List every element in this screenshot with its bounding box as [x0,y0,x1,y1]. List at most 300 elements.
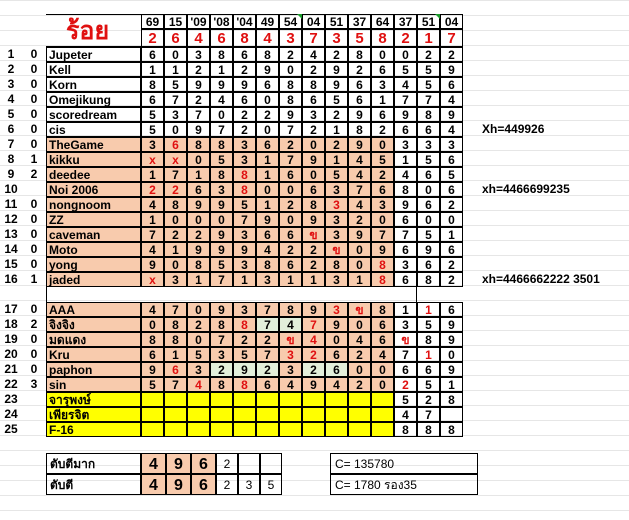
row-cell[interactable]: 5 [233,347,256,362]
row-cell[interactable]: 2 [164,227,187,242]
row-cell[interactable]: 1 [256,152,279,167]
row-cell[interactable] [440,407,463,422]
row-cell[interactable]: 8 [233,167,256,182]
row-cell[interactable]: 2 [371,167,394,182]
row-cell[interactable]: 4 [210,92,233,107]
row-cell[interactable]: 9 [210,197,233,212]
row-cell[interactable]: 7 [348,182,371,197]
row-cell[interactable]: 0 [348,257,371,272]
row-cell[interactable]: 3 [164,272,187,287]
row-cell[interactable]: 0 [210,212,233,227]
row-cell[interactable]: 4 [394,167,417,182]
row-cell[interactable]: 9 [325,317,348,332]
row-cell[interactable]: 5 [371,152,394,167]
row-cell[interactable]: 2 [348,212,371,227]
row-cell[interactable]: 7 [164,167,187,182]
row-cell[interactable]: 8 [417,332,440,347]
row-cell[interactable]: 3 [325,182,348,197]
row-cell[interactable]: 8 [440,392,463,407]
row-cell[interactable]: ข [325,242,348,257]
row-cell[interactable]: 0 [302,167,325,182]
row-cell[interactable]: 9 [440,332,463,347]
row-name[interactable]: nongnoom [46,197,141,212]
row-cell[interactable]: 1 [371,92,394,107]
row-name[interactable]: deedee [46,167,141,182]
row-cell[interactable]: 4 [394,77,417,92]
row-cell[interactable]: 5 [233,197,256,212]
row-cell[interactable]: 2 [348,62,371,77]
row-cell[interactable]: 6 [187,182,210,197]
row-cell[interactable]: 1 [348,272,371,287]
row-cell[interactable]: 9 [302,152,325,167]
row-cell[interactable] [210,407,233,422]
row-cell[interactable]: 0 [256,182,279,197]
row-name[interactable]: จิงจิง [46,317,141,332]
row-cell[interactable]: 5 [417,77,440,92]
row-cell[interactable]: 1 [164,242,187,257]
row-name[interactable]: sin [46,377,141,392]
row-cell[interactable]: 8 [279,302,302,317]
row-cell[interactable]: 9 [440,362,463,377]
row-cell[interactable]: 0 [440,347,463,362]
row-cell[interactable]: 7 [164,92,187,107]
row-cell[interactable]: 5 [440,167,463,182]
row-cell[interactable]: 8 [348,122,371,137]
row-cell[interactable]: 1 [233,272,256,287]
row-cell[interactable]: 3 [141,137,164,152]
row-cell[interactable]: 8 [164,197,187,212]
row-cell[interactable]: 3 [279,362,302,377]
row-cell[interactable]: 5 [164,77,187,92]
row-cell[interactable]: 3 [394,257,417,272]
row-cell[interactable] [279,392,302,407]
row-name[interactable]: scoredream [46,107,141,122]
row-cell[interactable] [348,407,371,422]
row-cell[interactable]: 4 [302,332,325,347]
row-cell[interactable]: 2 [440,197,463,212]
row-cell[interactable]: ข [394,332,417,347]
row-cell[interactable]: 5 [417,62,440,77]
row-cell[interactable]: 9 [325,62,348,77]
row-cell[interactable]: 6 [256,77,279,92]
row-cell[interactable]: 3 [394,137,417,152]
row-cell[interactable]: 8 [187,257,210,272]
row-cell[interactable]: 5 [141,107,164,122]
row-cell[interactable]: 0 [325,332,348,347]
row-cell[interactable]: 9 [417,242,440,257]
row-cell[interactable]: 4 [348,197,371,212]
row-cell[interactable]: 5 [141,122,164,137]
row-cell[interactable]: 4 [348,152,371,167]
row-cell[interactable]: 0 [417,182,440,197]
row-cell[interactable]: 3 [325,302,348,317]
row-cell[interactable]: 2 [302,62,325,77]
row-cell[interactable]: 8 [302,77,325,92]
row-cell[interactable] [187,407,210,422]
row-cell[interactable] [141,422,164,437]
row-cell[interactable]: 4 [141,197,164,212]
row-cell[interactable] [164,407,187,422]
row-cell[interactable]: 6 [371,182,394,197]
row-cell[interactable]: 2 [279,197,302,212]
row-cell[interactable]: 6 [141,347,164,362]
row-cell[interactable]: 9 [210,227,233,242]
row-name[interactable]: Omejikung [46,92,141,107]
row-cell[interactable]: 9 [348,227,371,242]
row-cell[interactable]: 0 [187,152,210,167]
row-cell[interactable]: 0 [187,332,210,347]
row-cell[interactable]: 5 [210,152,233,167]
row-cell[interactable]: 9 [440,62,463,77]
row-name[interactable]: paphon [46,362,141,377]
row-cell[interactable]: 3 [325,272,348,287]
row-cell[interactable]: 9 [394,197,417,212]
row-cell[interactable]: 6 [371,317,394,332]
row-cell[interactable]: 9 [233,77,256,92]
row-cell[interactable]: 6 [348,92,371,107]
row-cell[interactable] [141,392,164,407]
row-cell[interactable]: 7 [141,227,164,242]
row-cell[interactable]: 6 [417,197,440,212]
row-cell[interactable]: 6 [141,92,164,107]
row-cell[interactable]: 9 [302,212,325,227]
row-cell[interactable]: 9 [325,77,348,92]
row-cell[interactable]: 8 [141,332,164,347]
row-cell[interactable]: 4 [302,47,325,62]
row-name[interactable]: AAA [46,302,141,317]
row-cell[interactable] [210,422,233,437]
row-cell[interactable]: 1 [256,197,279,212]
row-cell[interactable]: 5 [417,317,440,332]
row-cell[interactable]: 4 [141,302,164,317]
row-cell[interactable]: 8 [417,422,440,437]
row-cell[interactable]: 2 [187,62,210,77]
row-cell[interactable] [233,392,256,407]
row-cell[interactable] [371,407,394,422]
row-name[interactable]: Jupeter [46,47,141,62]
row-cell[interactable]: 1 [141,167,164,182]
row-cell[interactable]: 0 [256,122,279,137]
row-cell[interactable]: 7 [187,107,210,122]
row-cell[interactable]: 8 [210,137,233,152]
row-cell[interactable]: 6 [256,227,279,242]
row-cell[interactable]: 8 [164,332,187,347]
row-cell[interactable] [233,422,256,437]
row-cell[interactable]: 2 [440,47,463,62]
row-cell[interactable] [325,407,348,422]
row-cell[interactable]: 7 [417,407,440,422]
row-cell[interactable]: 6 [164,362,187,377]
row-cell[interactable]: 6 [233,92,256,107]
row-cell[interactable]: 9 [233,242,256,257]
row-cell[interactable]: 7 [417,92,440,107]
row-cell[interactable]: 8 [279,92,302,107]
row-cell[interactable]: 2 [440,257,463,272]
row-cell[interactable]: 9 [210,77,233,92]
row-cell[interactable]: 6 [394,122,417,137]
row-cell[interactable]: 8 [279,77,302,92]
row-cell[interactable]: 7 [233,212,256,227]
row-cell[interactable]: 0 [279,182,302,197]
row-cell[interactable]: 8 [371,272,394,287]
row-cell[interactable]: 9 [371,242,394,257]
row-cell[interactable]: 2 [210,362,233,377]
row-cell[interactable]: 6 [394,272,417,287]
row-cell[interactable]: 2 [325,137,348,152]
row-cell[interactable]: 6 [440,77,463,92]
row-cell[interactable]: 5 [417,152,440,167]
row-cell[interactable]: 4 [279,317,302,332]
row-cell[interactable]: 2 [279,242,302,257]
row-name[interactable]: cis [46,122,141,137]
row-cell[interactable]: 2 [279,47,302,62]
row-cell[interactable] [348,422,371,437]
row-cell[interactable]: 9 [279,107,302,122]
row-cell[interactable]: 5 [394,392,417,407]
row-cell[interactable]: 0 [371,47,394,62]
row-cell[interactable]: 6 [394,212,417,227]
row-cell[interactable]: 4 [187,377,210,392]
row-cell[interactable]: 1 [141,62,164,77]
row-cell[interactable]: 7 [256,302,279,317]
row-cell[interactable]: 6 [371,62,394,77]
row-cell[interactable]: 8 [210,47,233,62]
row-cell[interactable]: 2 [325,107,348,122]
row-cell[interactable]: 0 [417,212,440,227]
row-cell[interactable]: 3 [233,227,256,242]
row-cell[interactable]: 2 [302,362,325,377]
row-cell[interactable]: 1 [440,227,463,242]
row-cell[interactable] [164,422,187,437]
row-cell[interactable]: 2 [325,47,348,62]
row-cell[interactable]: 3 [164,107,187,122]
row-name[interactable]: มดแดง [46,332,141,347]
row-cell[interactable]: 6 [256,137,279,152]
row-cell[interactable]: 7 [164,377,187,392]
row-cell[interactable]: 0 [440,212,463,227]
row-cell[interactable]: 1 [440,377,463,392]
row-cell[interactable]: 2 [348,377,371,392]
row-cell[interactable]: 2 [417,392,440,407]
row-cell[interactable]: 6 [256,377,279,392]
row-cell[interactable]: 2 [256,362,279,377]
row-cell[interactable]: 3 [417,137,440,152]
row-cell[interactable] [302,407,325,422]
row-name[interactable]: kikku [46,152,141,167]
row-cell[interactable]: 9 [210,242,233,257]
row-cell[interactable]: 4 [371,347,394,362]
row-cell[interactable]: 9 [187,77,210,92]
row-cell[interactable]: 9 [440,317,463,332]
row-cell[interactable]: 5 [417,227,440,242]
row-cell[interactable]: 8 [348,47,371,62]
row-cell[interactable]: 8 [394,422,417,437]
row-cell[interactable]: 0 [371,377,394,392]
row-cell[interactable]: 7 [394,347,417,362]
row-cell[interactable]: 6 [302,92,325,107]
row-cell[interactable]: 7 [302,317,325,332]
row-cell[interactable]: 5 [394,62,417,77]
row-cell[interactable]: 4 [325,377,348,392]
row-cell[interactable]: 0 [279,212,302,227]
row-cell[interactable]: 0 [164,212,187,227]
row-cell[interactable]: 5 [187,347,210,362]
row-cell[interactable]: 1 [302,272,325,287]
row-cell[interactable]: 0 [256,92,279,107]
row-cell[interactable]: 8 [302,197,325,212]
row-cell[interactable]: 2 [417,47,440,62]
row-cell[interactable]: 8 [325,257,348,272]
row-cell[interactable]: 2 [279,137,302,152]
row-cell[interactable]: 2 [302,242,325,257]
row-cell[interactable]: 2 [233,107,256,122]
row-cell[interactable]: 9 [256,212,279,227]
row-cell[interactable]: 9 [394,107,417,122]
row-cell[interactable]: 2 [394,377,417,392]
row-cell[interactable]: 6 [440,302,463,317]
row-cell[interactable]: 2 [164,182,187,197]
row-cell[interactable]: 3 [233,152,256,167]
row-name[interactable]: ZZ [46,212,141,227]
row-cell[interactable]: 8 [417,272,440,287]
row-name[interactable]: จารุพงษ์ [46,392,141,407]
row-name[interactable]: Kru [46,347,141,362]
row-cell[interactable]: 6 [141,47,164,62]
row-cell[interactable]: 9 [302,302,325,317]
row-cell[interactable]: 6 [417,167,440,182]
row-cell[interactable]: 2 [302,257,325,272]
row-cell[interactable]: 0 [187,302,210,317]
row-name[interactable]: Moto [46,242,141,257]
row-cell[interactable]: 4 [141,242,164,257]
row-cell[interactable]: 8 [233,317,256,332]
row-cell[interactable] [187,422,210,437]
row-cell[interactable]: 7 [279,152,302,167]
row-cell[interactable]: 3 [233,137,256,152]
row-cell[interactable]: 7 [164,302,187,317]
row-cell[interactable]: 2 [256,332,279,347]
row-cell[interactable]: 0 [187,212,210,227]
row-cell[interactable]: 1 [325,122,348,137]
row-cell[interactable]: 1 [394,302,417,317]
row-cell[interactable]: 2 [302,122,325,137]
row-cell[interactable]: 9 [187,122,210,137]
row-cell[interactable]: 9 [141,257,164,272]
row-cell[interactable]: 0 [164,122,187,137]
row-cell[interactable]: 2 [187,227,210,242]
row-cell[interactable] [302,392,325,407]
row-cell[interactable] [256,422,279,437]
row-cell[interactable]: 0 [348,362,371,377]
row-cell[interactable]: 1 [417,347,440,362]
row-cell[interactable] [164,392,187,407]
row-cell[interactable] [141,407,164,422]
row-cell[interactable]: 1 [187,272,210,287]
row-cell[interactable]: x [141,272,164,287]
row-cell[interactable]: 0 [348,317,371,332]
row-cell[interactable]: 6 [348,77,371,92]
row-cell[interactable]: 3 [371,197,394,212]
row-cell[interactable]: 5 [325,92,348,107]
row-cell[interactable]: ข [302,227,325,242]
row-cell[interactable]: 8 [187,137,210,152]
row-cell[interactable]: 6 [394,242,417,257]
row-cell[interactable]: 9 [348,107,371,122]
row-cell[interactable] [256,392,279,407]
row-cell[interactable]: 0 [164,257,187,272]
row-name[interactable]: caveman [46,227,141,242]
row-cell[interactable]: 3 [325,197,348,212]
row-cell[interactable]: 8 [394,182,417,197]
row-cell[interactable]: 3 [279,347,302,362]
row-cell[interactable] [279,422,302,437]
row-cell[interactable]: 6 [371,107,394,122]
row-cell[interactable]: 3 [325,212,348,227]
row-cell[interactable] [210,392,233,407]
row-cell[interactable]: 4 [440,122,463,137]
row-cell[interactable]: 2 [187,317,210,332]
row-cell[interactable]: 1 [325,152,348,167]
row-cell[interactable]: x [141,152,164,167]
row-cell[interactable]: 0 [348,242,371,257]
row-cell[interactable]: 3 [187,47,210,62]
row-cell[interactable]: 2 [348,347,371,362]
row-cell[interactable]: 2 [187,92,210,107]
row-cell[interactable]: 3 [210,347,233,362]
row-cell[interactable]: 6 [325,362,348,377]
row-cell[interactable]: x [164,152,187,167]
row-cell[interactable]: 3 [233,302,256,317]
row-cell[interactable]: 9 [233,362,256,377]
row-cell[interactable]: 0 [394,47,417,62]
row-cell[interactable]: 1 [164,62,187,77]
row-cell[interactable]: 0 [371,212,394,227]
row-name[interactable]: yong [46,257,141,272]
row-cell[interactable]: 6 [394,362,417,377]
row-cell[interactable]: 2 [302,347,325,362]
row-cell[interactable]: 3 [302,107,325,122]
row-cell[interactable] [187,392,210,407]
row-name[interactable]: Noi 2006 [46,182,141,197]
row-cell[interactable] [348,392,371,407]
row-cell[interactable]: 3 [440,137,463,152]
row-cell[interactable] [279,407,302,422]
row-cell[interactable]: 9 [187,242,210,257]
row-cell[interactable]: 1 [210,62,233,77]
row-cell[interactable]: 8 [141,77,164,92]
row-cell[interactable]: 0 [164,47,187,62]
row-cell[interactable]: ข [348,302,371,317]
row-cell[interactable] [256,407,279,422]
row-cell[interactable]: 7 [210,122,233,137]
row-cell[interactable]: 6 [440,242,463,257]
row-cell[interactable]: 7 [394,92,417,107]
row-cell[interactable] [302,422,325,437]
row-cell[interactable]: 3 [187,362,210,377]
row-cell[interactable]: 8 [210,167,233,182]
row-cell[interactable]: 2 [440,272,463,287]
row-cell[interactable]: 5 [210,257,233,272]
row-cell[interactable]: 4 [279,377,302,392]
row-cell[interactable]: 7 [210,272,233,287]
row-cell[interactable]: 5 [417,377,440,392]
row-cell[interactable]: 7 [371,227,394,242]
row-cell[interactable]: 6 [440,182,463,197]
row-cell[interactable]: 4 [394,407,417,422]
row-cell[interactable]: 7 [256,347,279,362]
row-cell[interactable]: 2 [233,332,256,347]
row-cell[interactable]: 7 [210,332,233,347]
